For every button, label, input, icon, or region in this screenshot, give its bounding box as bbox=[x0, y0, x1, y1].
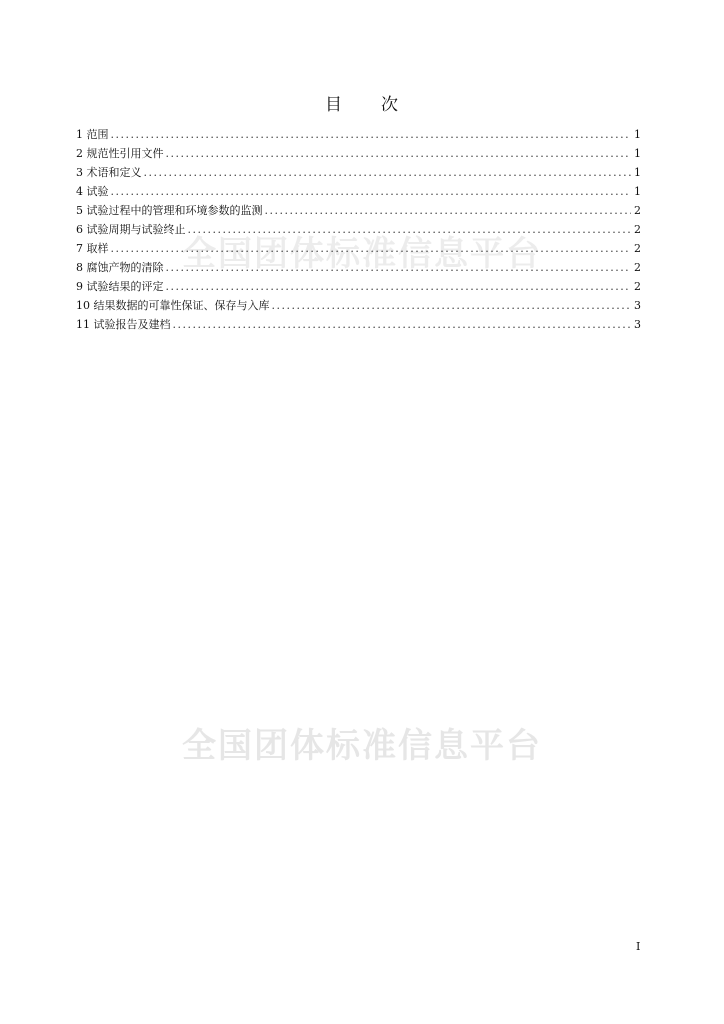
toc-entry-page: 2 bbox=[634, 280, 641, 293]
toc-entry-page: 2 bbox=[634, 223, 641, 236]
toc-entry[interactable] bbox=[76, 258, 641, 277]
toc-entry-page: 3 bbox=[634, 318, 641, 331]
toc-entry-label: 11 试验报告及建档 bbox=[76, 318, 171, 331]
toc-entry-label: 4 试验 bbox=[76, 185, 109, 198]
toc-entry-page: 3 bbox=[634, 299, 641, 312]
toc-entry-page: 2 bbox=[634, 242, 641, 255]
toc-leader-dots bbox=[111, 182, 632, 201]
toc-entry-label: 3 术语和定义 bbox=[76, 166, 142, 179]
toc-leader-dots bbox=[272, 296, 632, 315]
toc-entry-label: 7 取样 bbox=[76, 242, 109, 255]
toc-leader-dots bbox=[166, 258, 632, 277]
toc-entry[interactable] bbox=[76, 201, 641, 220]
page-title bbox=[0, 90, 724, 115]
toc-entry-page: 2 bbox=[634, 204, 641, 217]
watermark-top: 全国团体标准信息平台 bbox=[182, 234, 542, 274]
toc-entry-page: 2 bbox=[634, 261, 641, 274]
toc-entry-label: 9 试验结果的评定 bbox=[76, 280, 164, 293]
toc-leader-dots bbox=[188, 220, 632, 239]
toc-entry-label: 5 试验过程中的管理和环境参数的监测 bbox=[76, 204, 263, 217]
toc-entry-label: 10 结果数据的可靠性保证、保存与入库 bbox=[76, 299, 270, 312]
toc-entry-page: 1 bbox=[634, 147, 641, 160]
toc-entry[interactable] bbox=[76, 163, 641, 182]
toc-entry[interactable] bbox=[76, 315, 641, 334]
toc-entry[interactable] bbox=[76, 296, 641, 315]
toc-entry-page: 1 bbox=[634, 185, 641, 198]
toc-entry[interactable] bbox=[76, 277, 641, 296]
table-of-contents bbox=[76, 125, 641, 334]
toc-leader-dots bbox=[173, 315, 632, 334]
toc-leader-dots bbox=[166, 144, 632, 163]
toc-entry[interactable] bbox=[76, 125, 641, 144]
title-part-1: 目 bbox=[325, 95, 343, 115]
toc-leader-dots bbox=[265, 201, 632, 220]
toc-entry-page: 1 bbox=[634, 166, 641, 179]
toc-entry[interactable] bbox=[76, 239, 641, 258]
toc-leader-dots bbox=[166, 277, 632, 296]
toc-leader-dots bbox=[111, 239, 632, 258]
toc-entry-label: 1 范围 bbox=[76, 128, 109, 141]
toc-entry[interactable] bbox=[76, 144, 641, 163]
title-part-2: 次 bbox=[381, 95, 399, 115]
toc-entry-page: 1 bbox=[634, 128, 641, 141]
page-number: I bbox=[636, 940, 641, 953]
toc-leader-dots bbox=[144, 163, 632, 182]
toc-entry[interactable] bbox=[76, 182, 641, 201]
toc-entry-label: 6 试验周期与试验终止 bbox=[76, 223, 186, 236]
toc-leader-dots bbox=[111, 125, 632, 144]
toc-entry-label: 8 腐蚀产物的清除 bbox=[76, 261, 164, 274]
toc-entry-label: 2 规范性引用文件 bbox=[76, 147, 164, 160]
toc-entry[interactable] bbox=[76, 220, 641, 239]
watermark-middle: 全国团体标准信息平台 bbox=[182, 726, 542, 766]
